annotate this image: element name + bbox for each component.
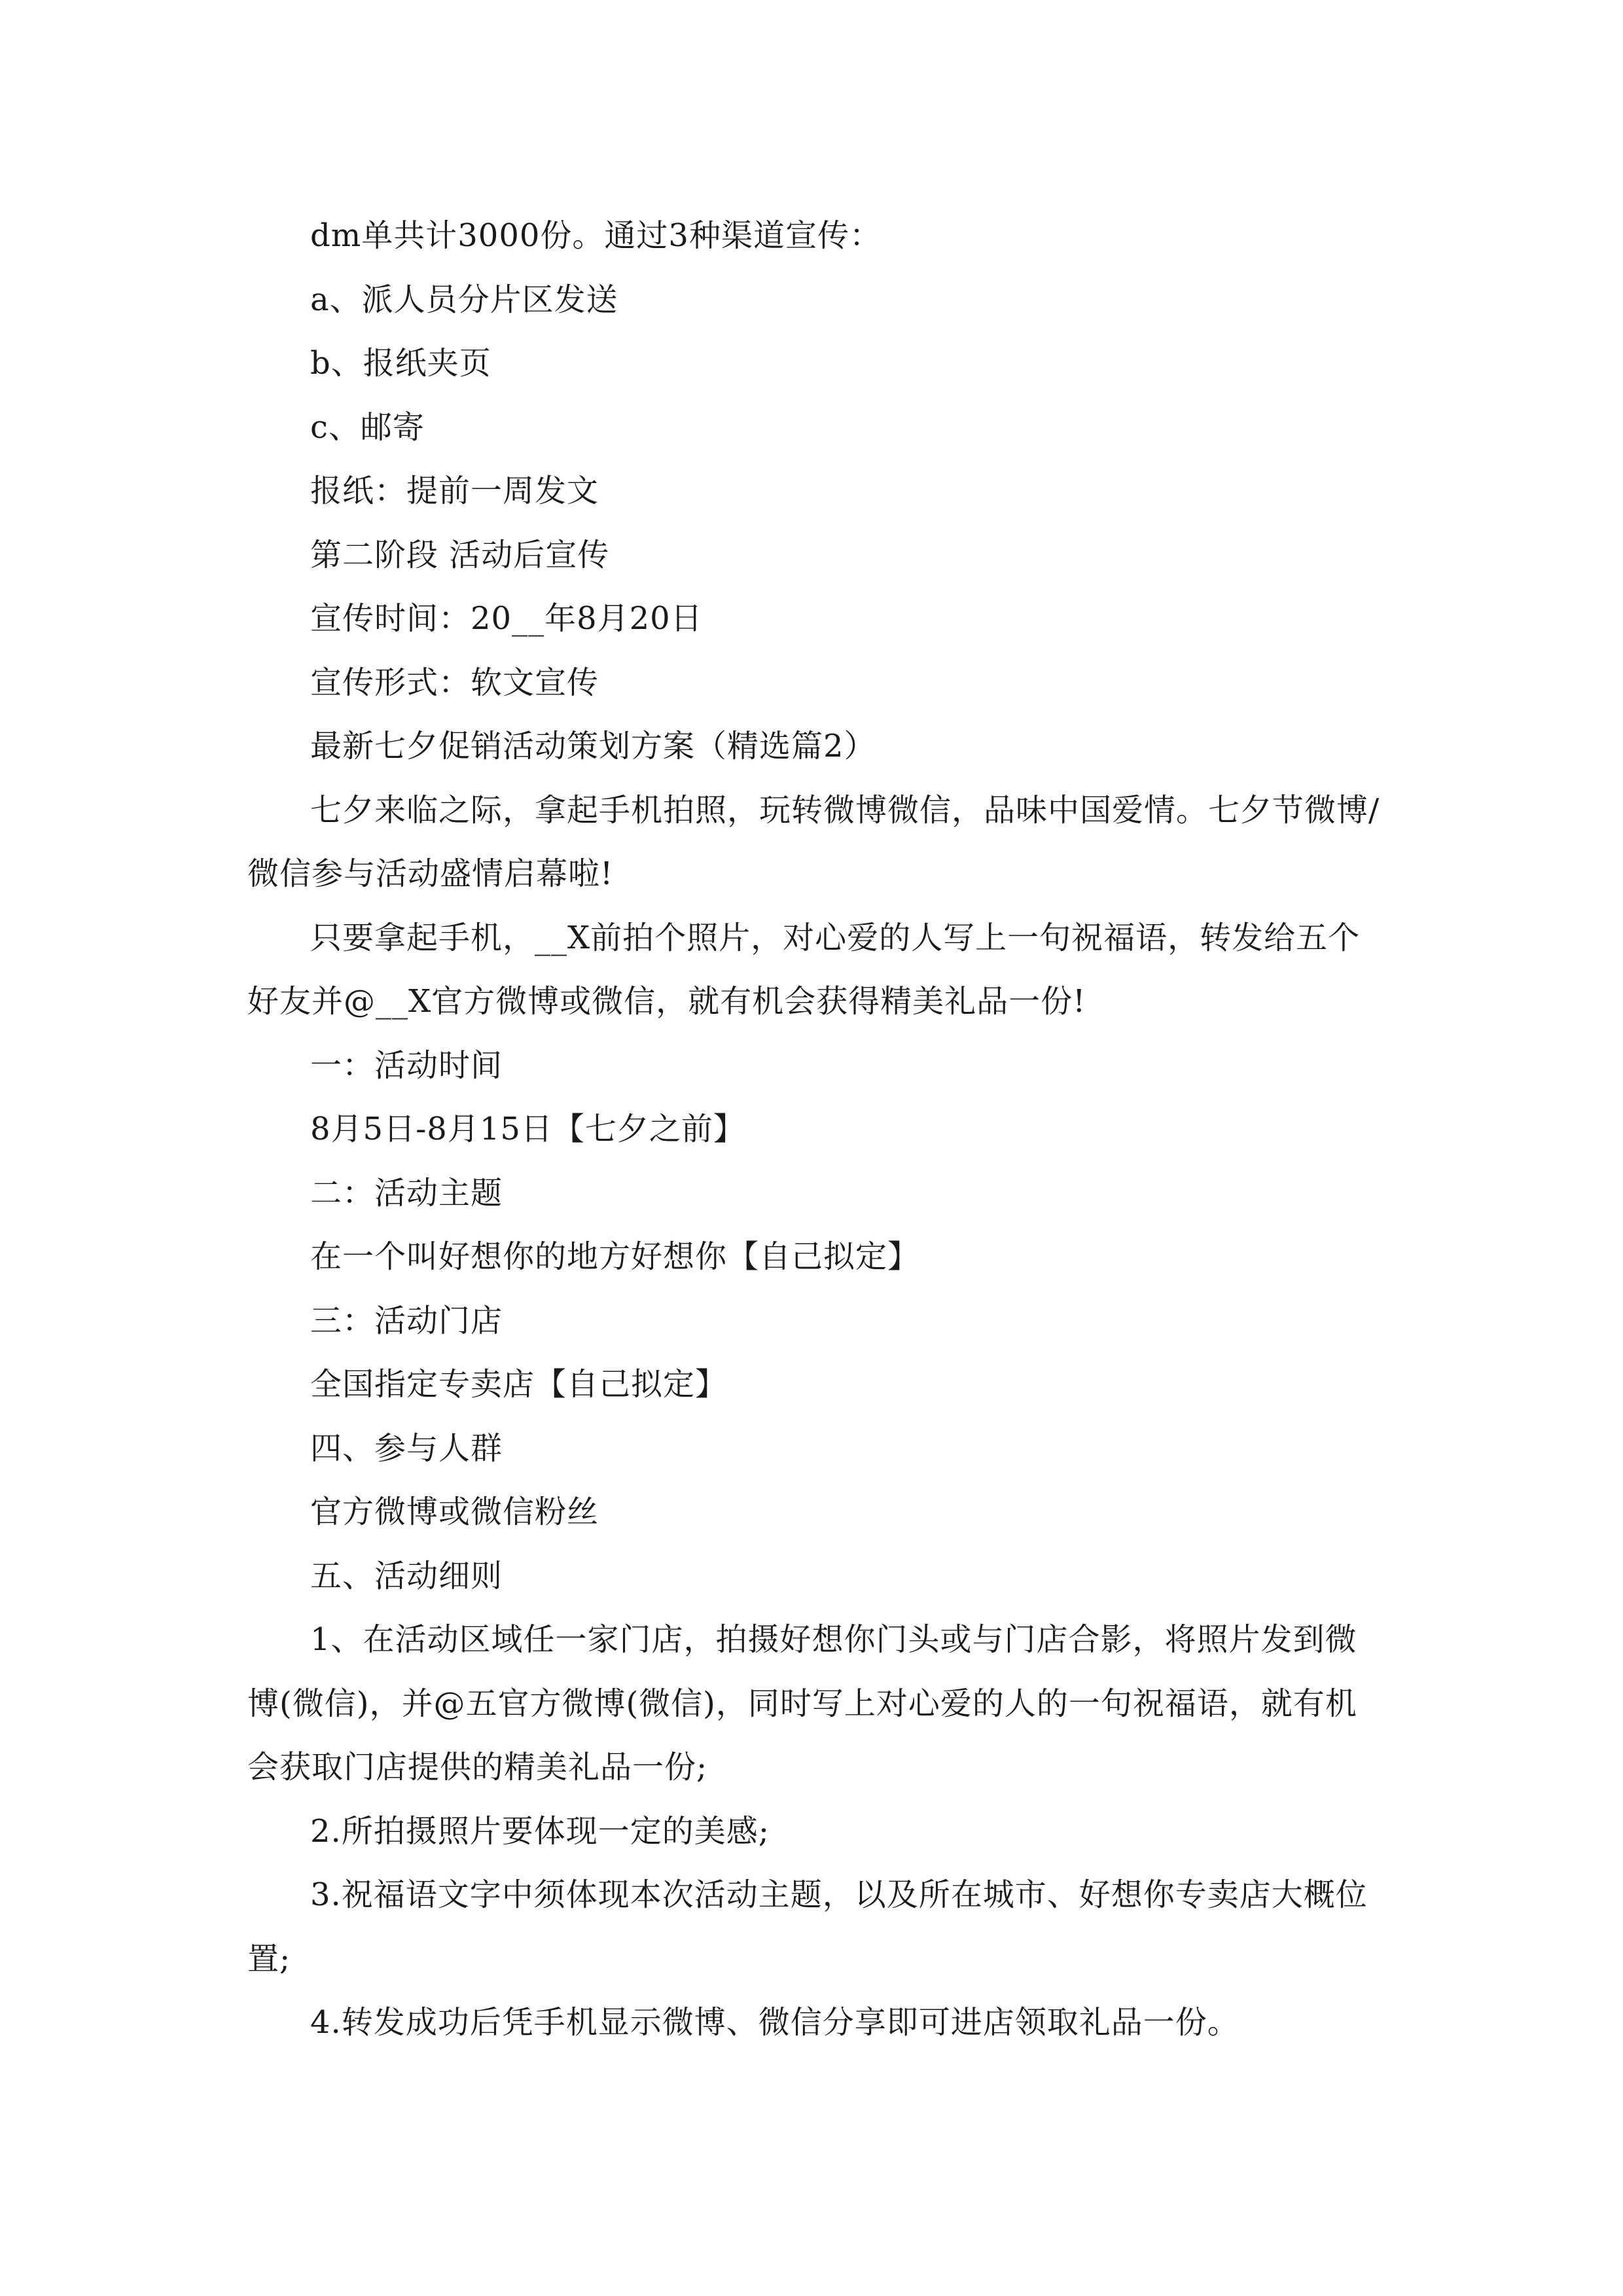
document-body <box>247 204 1387 2055</box>
paragraph: 在一个叫好想你的地方好想你【自己拟定】 <box>310 1238 920 1275</box>
section-heading: 一：活动时间 <box>310 1047 503 1084</box>
paragraph: 宣传时间：20__年8月20日 <box>310 600 703 637</box>
paragraph: 8月5日-8月15日【七夕之前】 <box>310 1111 745 1147</box>
paragraph: 全国指定专卖店【自己拟定】 <box>310 1366 728 1403</box>
paragraph: 只要拿起手机，__X前拍个照片，对心爱的人写上一句祝福语，转发给五个好友并@__X官方微博或微信，就有机会获得精美礼品一份! <box>247 919 1361 1020</box>
paragraph: 报纸：提前一周发文 <box>310 473 599 509</box>
section-heading: 五、活动细则 <box>310 1557 503 1594</box>
list-item: 1、在活动区域任一家门店，拍摄好想你门头或与门店合影，将照片发到微博(微信)，并@五官方微博(微信)，同时写上对心爱的人的一句祝福语，就有机会获取门店提供的精美礼品一份; <box>247 1621 1357 1785</box>
paragraph: c、邮寄 <box>310 408 425 446</box>
paragraph: 宣传形式：软文宣传 <box>310 664 599 701</box>
list-item: 2.所拍摄照片要体现一定的美感; <box>310 1812 770 1850</box>
section-heading: 二：活动主题 <box>310 1174 503 1211</box>
section-heading: 三：活动门店 <box>310 1302 503 1339</box>
section-heading: 第二阶段 活动后宣传 <box>310 536 610 573</box>
list-item: 3.祝福语文字中须体现本次活动主题，以及所在城市、好想你专卖店大概位置; <box>247 1876 1368 1977</box>
paragraph: 七夕来临之际，拿起手机拍照，玩转微博微信，品味中国爱情。七夕节微博/微信参与活动盛情启幕啦! <box>247 791 1380 892</box>
section-heading: 四、参与人群 <box>310 1429 503 1467</box>
paragraph: 官方微博或微信粉丝 <box>310 1494 599 1530</box>
list-item: 4.转发成功后凭手机显示微博、微信分享即可进店领取礼品一份。 <box>310 2004 1240 2041</box>
document-title: 最新七夕促销活动策划方案（精选篇2） <box>310 728 876 764</box>
paragraph: dm单共计3000份。通过3种渠道宣传： <box>310 217 882 254</box>
paragraph: b、报纸夹页 <box>310 345 491 382</box>
paragraph: a、派人员分片区发送 <box>310 281 618 318</box>
